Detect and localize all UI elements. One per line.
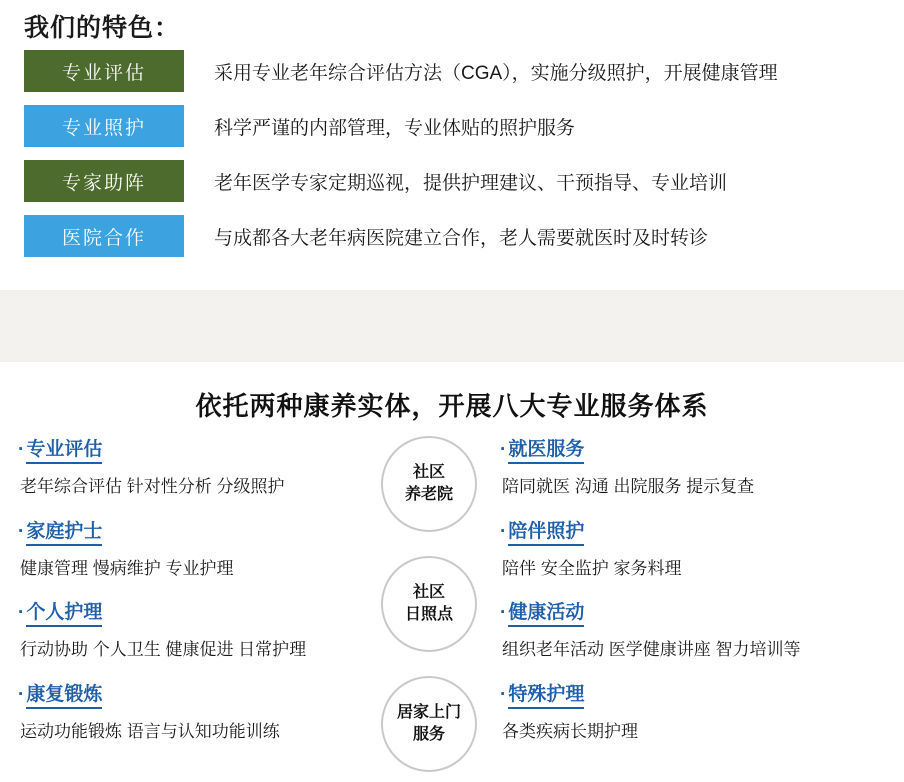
service-items: 老年综合评估 针对性分析 分级照护 — [20, 477, 285, 496]
feature-description: 老年医学专家定期巡视，提供护理建议、干预指导、专业培训 — [214, 172, 728, 194]
entity-circle-community-nursing-home — [381, 436, 477, 532]
bullet-icon: · — [18, 683, 25, 705]
feature-tag: 专家助阵 — [24, 160, 184, 202]
service-name: 健康活动 — [508, 597, 584, 627]
service-items: 组织老年活动 医学健康讲座 智力培训等 — [502, 640, 801, 659]
bullet-icon: · — [500, 439, 507, 460]
feature-row — [24, 160, 727, 202]
services-right-column — [500, 434, 900, 760]
feature-tag: 专业评估 — [24, 50, 184, 92]
feature-row — [24, 105, 575, 147]
service-heading — [18, 434, 378, 464]
bullet-icon: · — [500, 683, 507, 705]
service-block — [500, 597, 900, 663]
service-block — [500, 516, 900, 582]
service-name: 康复锻炼 — [26, 679, 102, 709]
service-heading — [18, 516, 378, 546]
entity-circle-home-visit-service — [381, 676, 477, 772]
feature-tag: 专业照护 — [24, 105, 184, 147]
feature-description: 采用专业老年综合评估方法（CGA），实施分级照护，开展健康管理 — [214, 62, 778, 84]
service-block — [18, 434, 378, 500]
service-block — [500, 679, 900, 745]
features-section — [0, 0, 904, 290]
feature-description: 科学严谨的内部管理，专业体贴的照护服务 — [214, 117, 576, 139]
service-items: 健康管理 慢病维护 专业护理 — [20, 558, 234, 578]
entity-circles — [381, 432, 521, 772]
features-title: 我们的特色： — [24, 14, 181, 42]
service-block — [18, 679, 378, 745]
entity-line-2: 服务 — [412, 726, 445, 743]
bullet-icon: · — [500, 520, 507, 542]
feature-description: 与成都各大老年病医院建立合作，老人需要就医时及时转诊 — [214, 227, 709, 249]
bullet-icon: · — [18, 439, 25, 460]
service-heading — [500, 434, 900, 464]
bullet-icon: · — [500, 602, 507, 623]
service-items: 陪同就医 沟通 出院服务 提示复查 — [502, 477, 755, 496]
entity-line-2: 日照点 — [404, 606, 453, 623]
service-heading — [500, 597, 900, 627]
bullet-icon: · — [18, 602, 25, 623]
service-name: 就医服务 — [508, 434, 584, 464]
service-heading — [500, 516, 900, 546]
bullet-icon: · — [18, 520, 25, 542]
service-block — [18, 516, 378, 582]
services-title: 依托两种康养实体，开展八大专业服务体系 — [195, 391, 709, 421]
entity-circle-community-day-care — [381, 556, 477, 652]
service-name: 个人护理 — [26, 597, 102, 627]
service-items: 运动功能锻炼 语言与认知功能训练 — [20, 721, 280, 741]
service-heading — [18, 597, 378, 627]
feature-row — [24, 50, 778, 92]
feature-tag: 医院合作 — [24, 215, 184, 257]
service-block — [18, 597, 378, 663]
service-name: 陪伴照护 — [508, 516, 584, 546]
services-left-column — [18, 434, 378, 760]
service-items: 各类疾病长期护理 — [502, 721, 638, 741]
service-items: 行动协助 个人卫生 健康促进 日常护理 — [20, 640, 307, 659]
service-heading — [500, 679, 900, 709]
service-block — [500, 434, 900, 500]
service-items: 陪伴 安全监护 家务料理 — [502, 558, 682, 578]
feature-row — [24, 215, 708, 257]
service-name: 特殊护理 — [508, 679, 584, 709]
section-divider-band — [0, 290, 904, 362]
service-name: 家庭护士 — [26, 516, 102, 546]
entity-line-2: 养老院 — [404, 486, 453, 503]
entity-line-1: 社区 — [412, 464, 445, 482]
service-heading — [18, 679, 378, 709]
entity-line-1: 居家上门 — [396, 704, 461, 722]
entity-line-1: 社区 — [412, 584, 445, 602]
service-name: 专业评估 — [26, 434, 102, 464]
